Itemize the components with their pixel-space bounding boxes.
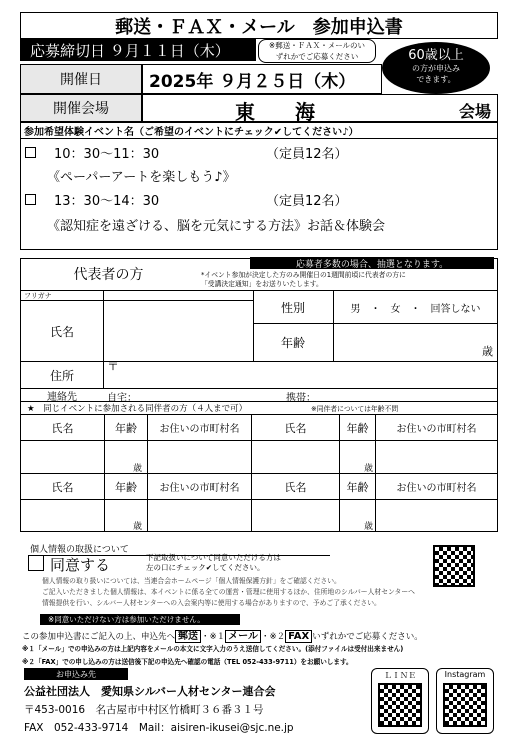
line-label: ＬＩＮＥ: [384, 671, 416, 680]
rep-note-line2: 「受講決定通知」をお送りいたします。: [201, 280, 323, 288]
col-age-2: 年齢: [346, 421, 369, 435]
privacy-qr-code[interactable]: [433, 545, 475, 587]
col-age-3: 年齢: [115, 480, 137, 494]
event-1-time: 10：30〜11：30: [54, 147, 160, 162]
agree-note-line1: 下記取扱いについて同意いただける方は: [146, 553, 281, 562]
event-date-label: 開催日: [20, 64, 142, 94]
event-2-time: 13：30〜14：30: [54, 194, 160, 209]
col-city-4: お住いの市町村名: [396, 483, 477, 494]
address-label: 住所: [49, 368, 74, 383]
methods-note-1: ※１「メール」での申込みの方は上記内容をメールの本文に文字入力のうえ送信してください。(添付ファイルは受付出来ません): [22, 645, 404, 653]
page-title: 郵送・ＦＡＸ・メール 参加申込書: [20, 12, 498, 39]
rep-note-line1: *イベント参加が決定した方のみ開催日の1週間前頃に代表者の方に: [201, 271, 406, 279]
rep-name-label: 氏名: [49, 324, 74, 339]
companion-1-age-unit: 歳: [133, 464, 143, 474]
contact-fax-mail[interactable]: FAX 052-433-9714 Mail：aisiren-ikusei@sjc.ne.jp: [24, 722, 294, 734]
mobile-phone-label[interactable]: 携帯：: [286, 393, 316, 404]
event-1-title: 《ペーパーアートを楽しもう♪》: [47, 170, 236, 185]
contact-address: 〒453-0016 名古屋市中村区竹橋町３６番３１号: [24, 704, 264, 716]
col-name-4: 氏名: [284, 480, 307, 494]
methods-post: いずれかでご応募ください。: [312, 632, 423, 642]
companion-header: [20, 402, 498, 414]
contact-org: 公益社団法人 愛知県シルバー人材センター連合会: [24, 685, 276, 698]
age-badge-sub1: の方が申込み: [412, 64, 460, 73]
rep-heading: 代表者の方: [73, 267, 144, 283]
companion-2-age-unit: 歳: [364, 464, 374, 474]
age-label: 年齢: [280, 336, 305, 350]
col-name-1: 氏名: [51, 421, 74, 435]
agree-note-line2: 左の口にチェック✔してください。: [146, 563, 265, 572]
method-email: メール: [225, 630, 261, 643]
age-badge-sub2: できます。: [416, 75, 456, 84]
col-city-3: お住いの市町村名: [159, 483, 240, 494]
col-age-1: 年齢: [115, 421, 137, 435]
companion-header-text: ★ 同じイベントに参加される同伴者の方（４人まで可）: [27, 404, 248, 414]
rep-note: [201, 271, 406, 289]
method-mail: 郵送: [175, 630, 201, 643]
agree-note: [146, 553, 281, 573]
lottery-banner: 応募者多数の場合、抽選となります。: [250, 257, 494, 269]
event-2-row[interactable]: [25, 190, 348, 209]
col-city-1: お住いの市町村名: [159, 424, 240, 435]
gender-options[interactable]: 男 ・ 女 ・ 回答しない: [350, 303, 481, 315]
deadline-note-line1: ※郵送・ＦＡＸ・メールのい: [268, 41, 366, 50]
col-name-2: 氏名: [284, 421, 307, 435]
venue-suffix: 会場: [458, 102, 491, 121]
rep-header: [20, 258, 498, 290]
privacy-text-line1: 個人情報の取り扱いについては、当連合会ホームページ「個人情報保護方針」をご確認ください。: [42, 577, 341, 585]
event-2-title: 《認知症を遠ざける、脳を元気にする方法》お話＆体験会: [47, 219, 386, 234]
privacy-text: [42, 576, 415, 609]
companion-4-age-unit: 歳: [364, 522, 374, 532]
venue-name: 東 海: [235, 100, 315, 124]
col-name-3: 氏名: [51, 480, 74, 494]
instagram-box[interactable]: [436, 668, 494, 734]
event-1-checkbox[interactable]: [25, 147, 36, 158]
furigana-label: フリガナ: [24, 292, 52, 300]
age-unit: 歳: [482, 345, 493, 358]
gender-label: 性別: [280, 300, 305, 315]
event-date-value: 2025年 ９月２５日（木）: [142, 64, 382, 94]
col-city-2: お住いの市町村名: [396, 424, 477, 435]
instagram-qr-code[interactable]: [443, 683, 487, 727]
deadline-label: 応募締切日 ９月１１日（木）: [20, 39, 256, 61]
methods-line: [22, 627, 502, 642]
methods-sep1: ・※１: [201, 632, 226, 642]
events-header: 参加希望体験イベント名（ご希望のイベントにチェック✔してください♪）: [21, 123, 497, 139]
line-qr-code[interactable]: [378, 683, 422, 727]
venue-label: 開催会場: [20, 94, 142, 122]
companion-header-note: ※同伴者については年齢不問: [311, 405, 399, 413]
privacy-section: [20, 542, 498, 626]
contact-label: 連絡先: [47, 391, 77, 403]
agree-label: 同意する: [50, 556, 111, 574]
method-fax: FAX: [285, 630, 312, 643]
privacy-text-line2: ご記入いただきました個人情報は、本イベントに係る全ての運営・管理に使用するほか、住所地のシルバー人材センターへ: [42, 588, 415, 596]
privacy-header: 個人情報の取扱について: [30, 542, 330, 556]
companion-3-age-unit: 歳: [133, 522, 143, 532]
age-input[interactable]: [334, 324, 497, 361]
rep-form: [20, 290, 498, 402]
companion-table: [20, 414, 498, 532]
contact-label: お申込み先: [24, 668, 128, 680]
home-phone-label[interactable]: 自宅：: [107, 393, 137, 404]
event-2-capacity: （定員12名）: [266, 194, 348, 209]
events-section: [20, 122, 498, 250]
agree-checkbox[interactable]: [28, 555, 44, 571]
methods-pre: この参加申込書にご記入の上、申込先へ: [22, 632, 176, 642]
postal-mark[interactable]: 〒: [107, 359, 120, 373]
age-badge: [382, 42, 490, 94]
event-2-checkbox[interactable]: [25, 194, 36, 205]
line-box[interactable]: [371, 668, 429, 734]
event-1-row[interactable]: [25, 143, 348, 162]
venue-value: [142, 94, 498, 122]
event-1-capacity: （定員12名）: [266, 147, 348, 162]
deadline-note-line2: ずれかでご応募ください: [275, 52, 359, 61]
privacy-banner: ※同意いただけない方は参加いただけません。: [40, 614, 240, 625]
privacy-text-line3: 情報提供を行い、シルバー人材センターへの入会案内等に使用する場合がありますので、予めご了承ください。: [42, 599, 381, 607]
col-age-4: 年齢: [346, 480, 369, 494]
rep-name-input[interactable]: [105, 301, 251, 359]
methods-sep2: ・※２: [260, 632, 286, 642]
methods-note-2: ※２「FAX」での申し込みの方は送信後下記の申込先へ確認の電話（TEL 052-433-9711）をお願いします。: [22, 658, 353, 666]
instagram-label: Instagram: [444, 670, 486, 679]
age-badge-main: 60歳以上: [408, 48, 464, 63]
deadline-note: [258, 39, 376, 63]
